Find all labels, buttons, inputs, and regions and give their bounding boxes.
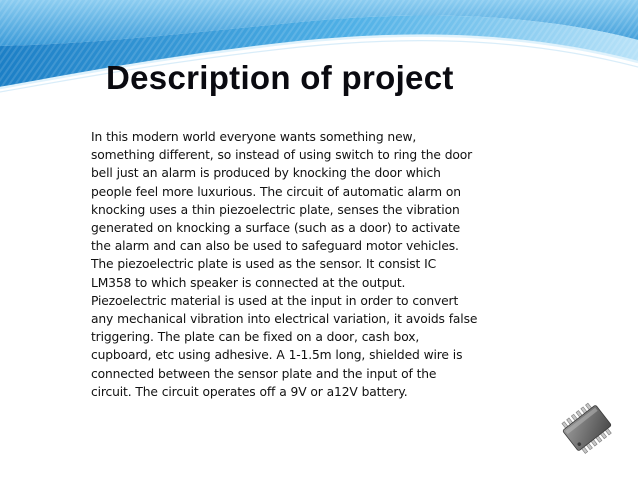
paragraph-line: Piezoelectric material is used at the input in order to convert: [91, 293, 459, 308]
paragraph-line: circuit. The circuit operates off a 9V or a12V battery.: [91, 384, 408, 399]
paragraph-line: LM358 to which speaker is connected at the output.: [91, 275, 406, 290]
paragraph-line: The piezoelectric plate is used as the sensor. It consist IC: [91, 257, 437, 272]
paragraph-line: generated on knocking a surface (such as a door) to activate: [91, 221, 461, 236]
slide-title: Description of project: [106, 59, 454, 96]
paragraph-line: bell just an alarm is produced by knocking the door which: [91, 166, 441, 181]
ic-chip-icon: [556, 400, 618, 456]
paragraph-line: triggering. The plate can be fixed on a door, cash box,: [91, 330, 420, 345]
paragraph-line: people feel more luxurious. The circuit of automatic alarm on: [91, 184, 461, 199]
description-paragraph: [91, 128, 536, 401]
paragraph-line: knocking uses a thin piezoelectric plate, senses the vibration: [91, 202, 460, 217]
paragraph-line: any mechanical vibration into electrical variation, it avoids false: [91, 312, 478, 327]
paragraph-line: cupboard, etc using adhesive. A 1-1.5m long, shielded wire is: [91, 348, 463, 363]
paragraph-line: the alarm and can also be used to safeguard motor vehicles.: [91, 239, 459, 254]
paragraph-line: In this modern world everyone wants something new,: [91, 130, 417, 144]
paragraph-line: connected between the sensor plate and the input of the: [91, 366, 437, 381]
paragraph-line: something different, so instead of using switch to ring the door: [91, 148, 473, 163]
